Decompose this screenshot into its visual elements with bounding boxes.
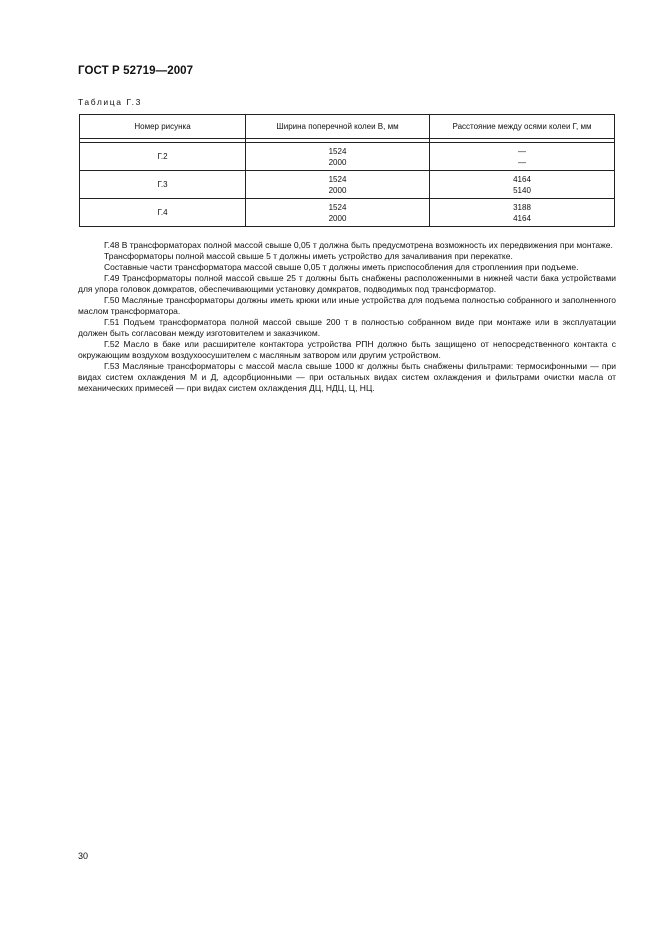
cell-value: 4164 [513,174,531,184]
page-number: 30 [78,851,89,861]
data-table [79,114,615,227]
cell-distance [430,171,615,199]
cell-width [246,171,430,199]
paragraph-g51: Г.51 Подъем трансформатора полной массой свыше 200 т в полностью собранном виде при монтаже или в эксплуатации должен быть согласован между изготовителем и заказчиком. [78,317,616,338]
table-header-row [80,115,615,139]
cell-value: 2000 [328,213,347,223]
cell-value: 1524 [328,174,347,184]
paragraph-g48-slinging: Трансформаторы полной массой свыше 5 т должны иметь устройство для зачаливания при перекатке. [104,251,513,261]
paragraph-g48: Г.48 В трансформаторах полной массой свыше 0,05 т должна быть предусмотрена возможность их передвижения при монтаже. [104,240,613,250]
table-row [80,199,615,227]
column-header-figure: Номер рисунка [80,115,246,139]
paragraph-g52: Г.52 Масло в баке или расширителе контактора устройства РПН должно быть защищено от непосредственного контакта с окружающим воздухом воздухоосушителем с масляным затвором или другим устройством. [78,339,616,360]
cell-value: 4164 [513,213,531,223]
cell-value: — [518,157,526,167]
cell-value: 2000 [328,185,347,195]
cell-width [246,199,430,227]
column-header-width: Ширина поперечной колеи В, мм [246,115,430,139]
cell-value: 5140 [513,185,531,195]
cell-figure: Г.2 [80,143,246,171]
cell-value: — [518,146,526,156]
document-header: ГОСТ Р 52719—2007 [78,65,194,77]
table-row [80,143,615,171]
paragraph-g48-parts: Составные части трансформатора массой свыше 0,05 т должны иметь приспособления для строплениия при подъеме. [104,262,579,272]
table-row [80,171,615,199]
cell-distance [430,143,615,171]
column-header-distance: Расстояние между осями колеи Г, мм [430,115,615,139]
cell-figure: Г.3 [80,171,246,199]
body-text [78,240,616,394]
cell-distance [430,199,615,227]
table-caption: Таблица Г.3 [78,97,142,107]
paragraph-g53: Г.53 Масляные трансформаторы с массой масла свыше 1000 кг должны быть снабжены фильтрами: термосифонными — при видах систем охлаждения М и Д, адсорбционными — при остальных видах систем охлаждения и фильтрами очистки масла от механических примесей — при видах систем охлаждения ДЦ, НДЦ, Ц, НЦ. [78,361,616,393]
cell-width [246,143,430,171]
cell-value: 1524 [328,202,347,212]
cell-value: 1524 [328,146,347,156]
cell-figure: Г.4 [80,199,246,227]
paragraph-g50: Г.50 Масляные трансформаторы должны иметь крюки или иные устройства для подъема полностью собранного и заполненного маслом трансформатора. [78,295,616,316]
paragraph-g49: Г.49 Трансформаторы полной массой свыше 25 т должны быть снабжены расположенными в нижней части бака устройствами для упора головок домкратов, обеспечивающими установку домкратов, подводимых под трансформатор. [78,273,616,294]
cell-value: 2000 [328,157,347,167]
cell-value: 3188 [513,202,531,212]
